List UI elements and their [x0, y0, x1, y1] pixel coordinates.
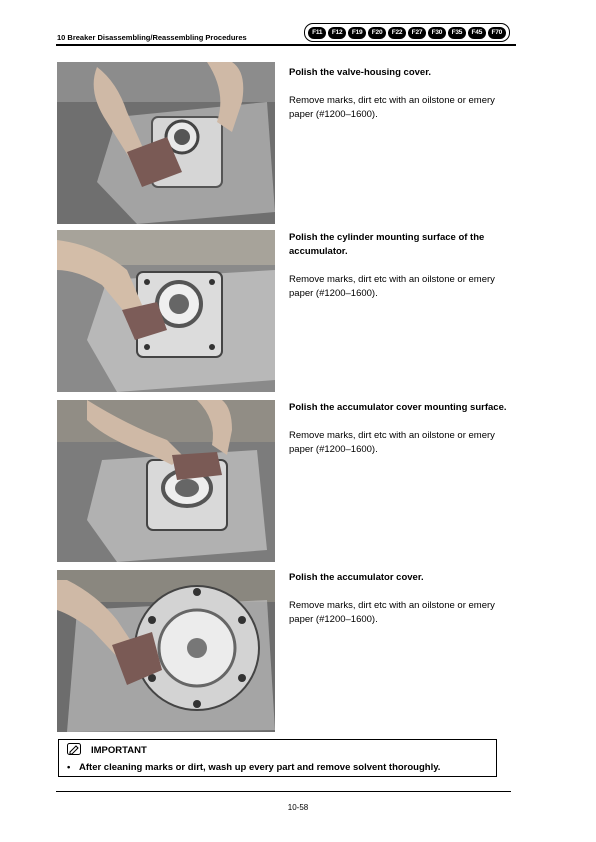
- model-tag: F22: [388, 27, 406, 39]
- step: [289, 231, 514, 301]
- step-body: Remove marks, dirt etc with an oilstone or emery paper (#1200–1600).: [289, 430, 495, 455]
- model-tag: F12: [328, 27, 346, 39]
- model-tag: F70: [488, 27, 506, 39]
- step-title: Polish the valve-housing cover.: [289, 67, 432, 78]
- photo-valve-housing-cover: [57, 62, 275, 224]
- step: [289, 401, 514, 457]
- model-tag: F45: [468, 27, 486, 39]
- model-tag: F19: [348, 27, 366, 39]
- header-rule: [56, 44, 516, 46]
- step-title: Polish the accumulator cover mounting surface.: [289, 402, 507, 413]
- model-tag: F20: [368, 27, 386, 39]
- step-title: Polish the cylinder mounting surface of the accumulator.: [289, 232, 485, 257]
- model-tag: F27: [408, 27, 426, 39]
- step-body: Remove marks, dirt etc with an oilstone or emery paper (#1200–1600).: [289, 274, 495, 299]
- pencil-note-icon: [67, 743, 81, 755]
- photo-accumulator-cover: [57, 570, 275, 732]
- photo-accumulator-mounting-surface: [57, 230, 275, 392]
- model-tag: F30: [428, 27, 446, 39]
- important-text: After cleaning marks or dirt, wash up every part and remove solvent thoroughly.: [79, 762, 441, 773]
- important-label: IMPORTANT: [91, 745, 147, 756]
- photo-accumulator-cover-mounting-surface: [57, 400, 275, 562]
- model-tags: [304, 23, 510, 42]
- footer-rule: [56, 791, 511, 792]
- important-note: [58, 739, 497, 777]
- model-tag: F35: [448, 27, 466, 39]
- page-number: 10-58: [287, 803, 309, 812]
- model-tag: F11: [308, 27, 326, 39]
- step: [289, 571, 514, 627]
- section-title: 10 Breaker Disassembling/Reassembling Procedures: [57, 33, 247, 42]
- step-body: Remove marks, dirt etc with an oilstone or emery paper (#1200–1600).: [289, 95, 495, 120]
- bullet: •: [67, 762, 71, 773]
- step-title: Polish the accumulator cover.: [289, 572, 424, 583]
- step: [289, 66, 514, 122]
- step-body: Remove marks, dirt etc with an oilstone or emery paper (#1200–1600).: [289, 600, 495, 625]
